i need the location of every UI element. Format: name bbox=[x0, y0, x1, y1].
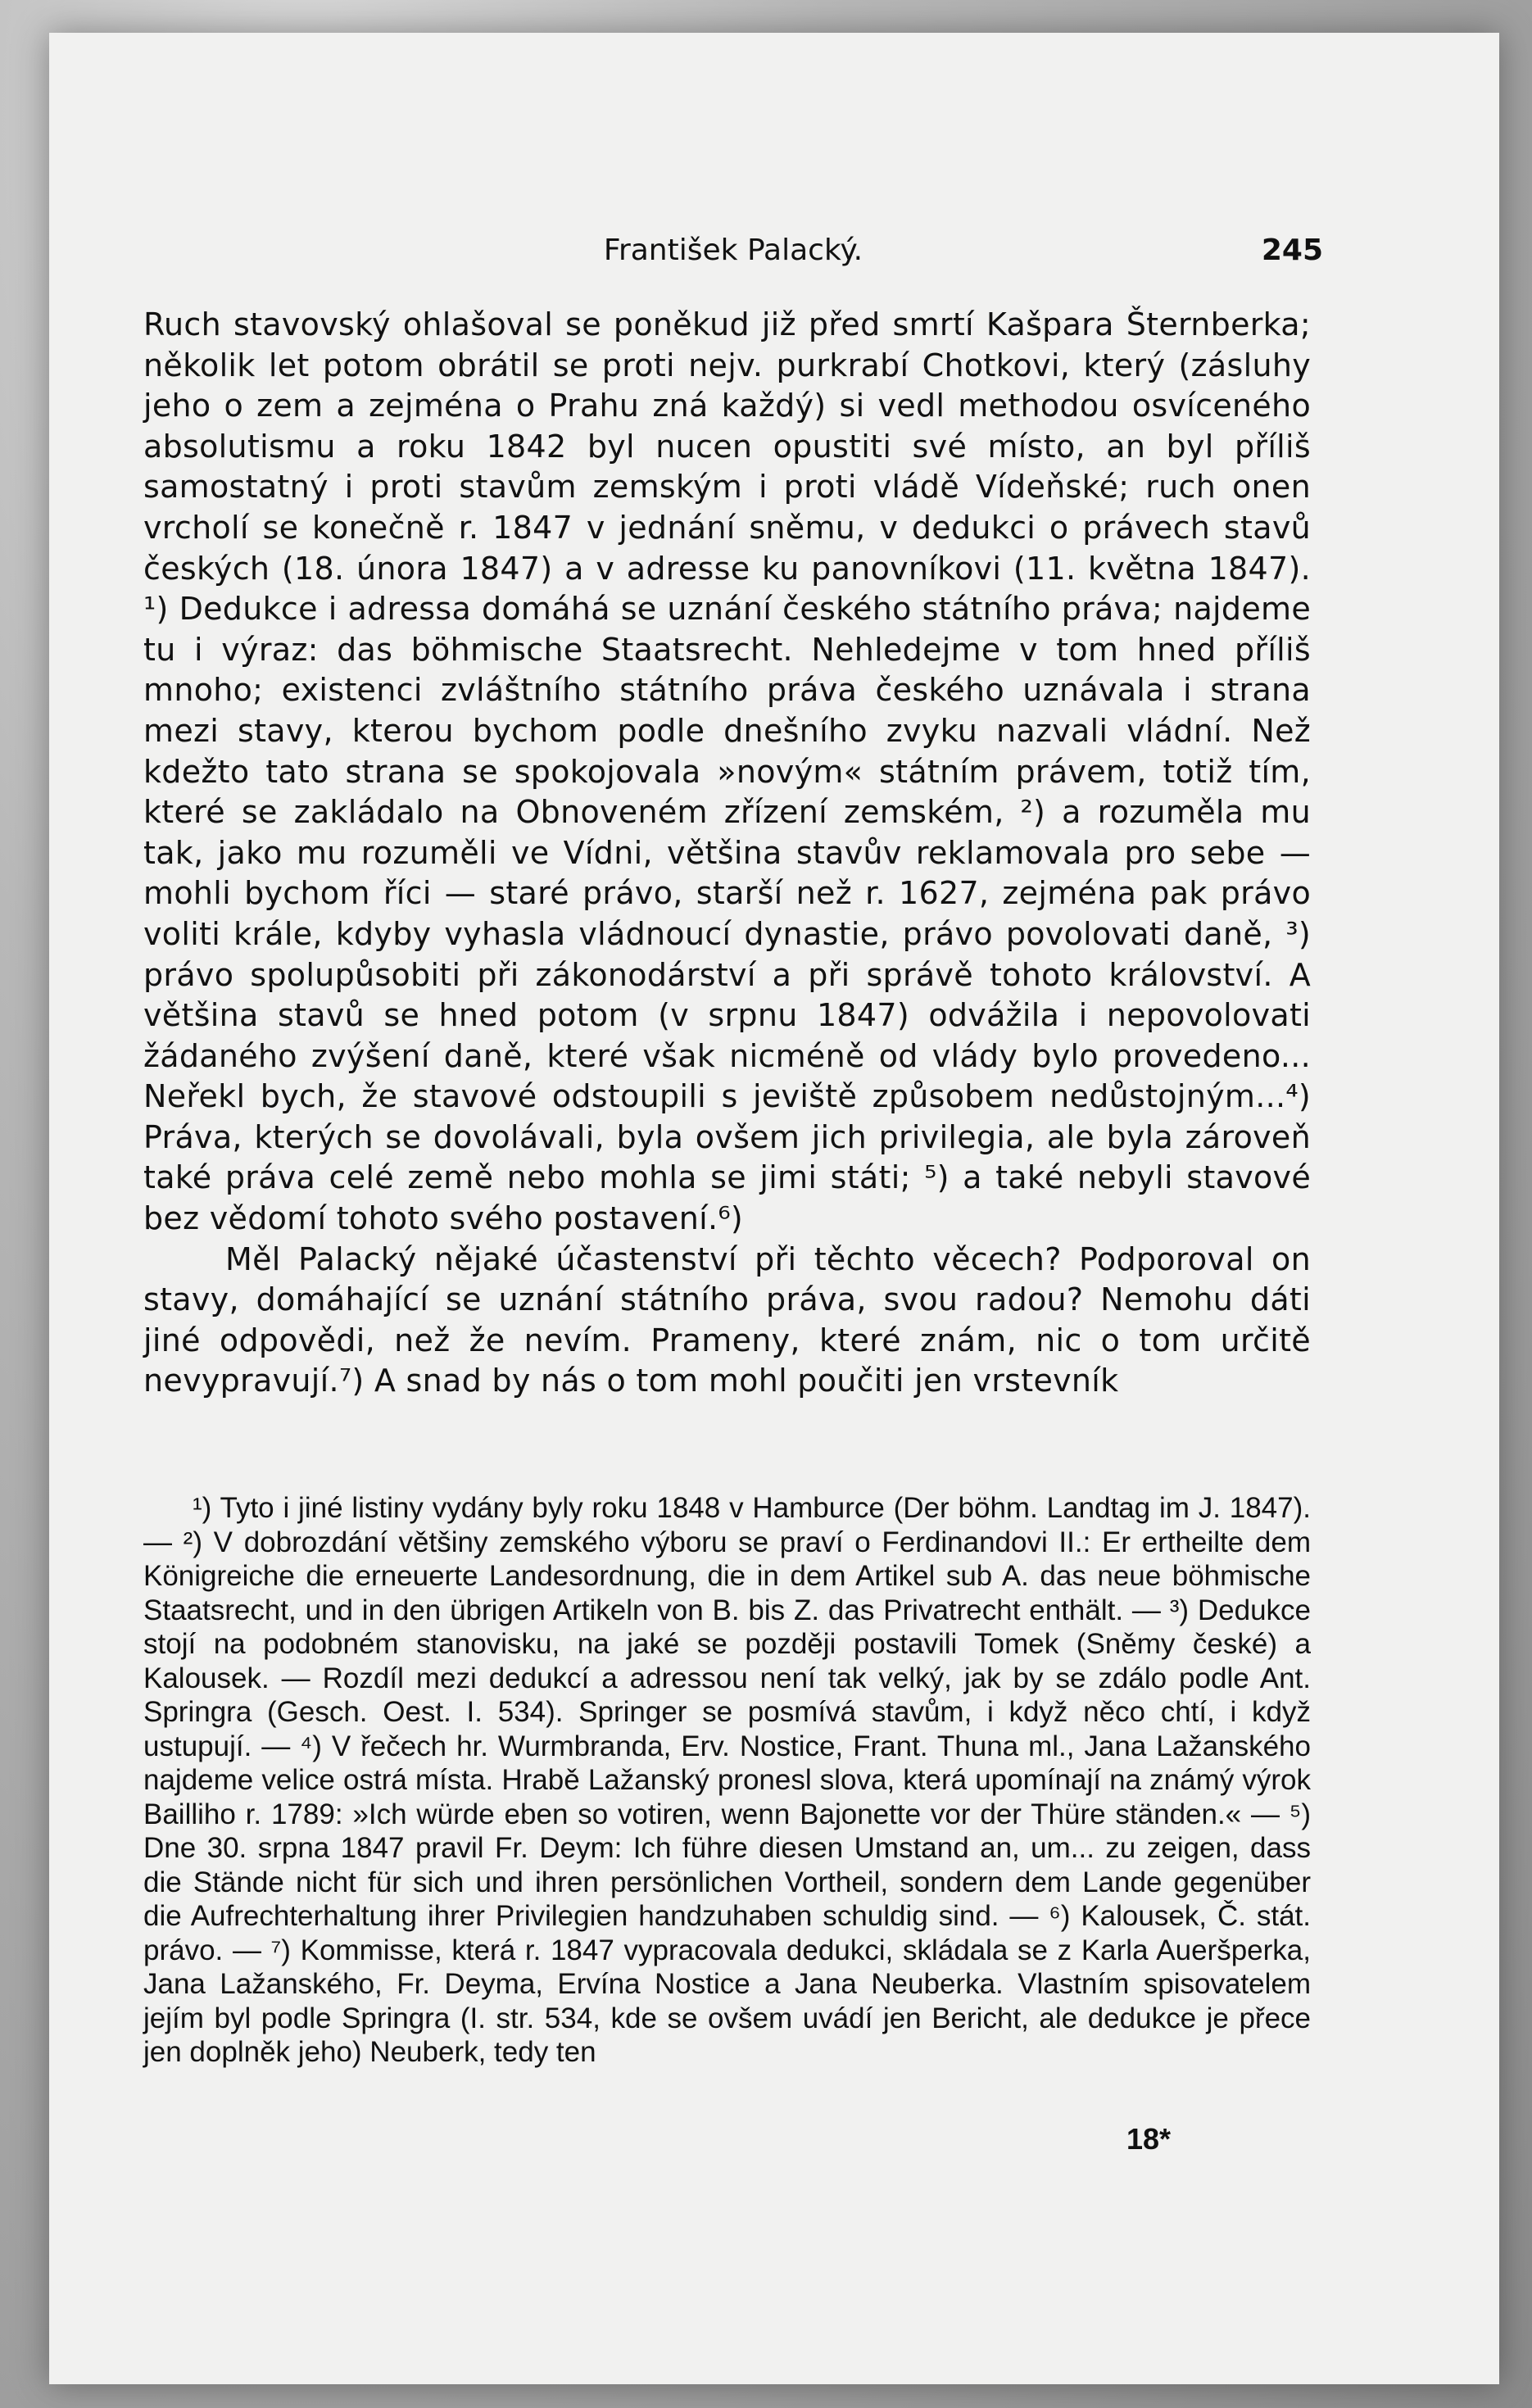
running-header bbox=[143, 234, 1323, 274]
footnotes bbox=[143, 1491, 1311, 2070]
signature-mark: 18* bbox=[1126, 2122, 1172, 2156]
paragraph-1: Ruch stavovský ohlašoval se poněkud již před smrtí Kašpara Šternberka; několik let potom obrátil se proti nejv. purkrabí Chotkovi, který (zásluhy jeho o zem a zejména o Prahu zná každý) si vedl methodou osvíceného absolutismu a roku 1842 byl nucen opustiti své místo, an byl příliš samostatný i proti stavům zemským i proti vládě Vídeňské; ruch onen vrcholí se konečně r. 1847 v jednání sněmu, v dedukci o právech stavů českých (18. února 1847) a v adresse ku panovníkovi (11. května 1847). ¹) Dedukce i adressa domáhá se uznání českého státního práva; najdeme tu i výraz: das böhmische Staatsrecht. Nehledejme v tom hned příliš mnoho; existenci zvláštního státního práva českého uznávala i strana mezi stavy, kterou bychom podle dnešního zvyku nazvali vládní. Než kdežto tato strana se spokojovala »novým« státním právem, totiž tím, které se zakládalo na Obnoveném zřízení zemském, ²) a rozuměla mu tak, jako mu rozuměli ve Vídni, většina stavův reklamovala pro sebe — mohli bychom říci — staré právo, starší než r. 1627, zejména pak právo voliti krále, kdyby vyhasla vládnoucí dynastie, právo povolovati daně, ³) právo spolupůsobiti při zákonodárství a při správě tohoto království. A většina stavů se hned potom (v srpnu 1847) odvážila i nepovolovati žádaného zvýšení daně, které však nicméně od vlády bylo provedeno... Neřekl bych, že stavové odstoupili s jeviště způsobem nedůstojným...⁴) Práva, kterých se dovolávali, byla ovšem jich privilegia, ale byla zároveň také práva celé země nebo mohla se jimi státi; ⁵) a také nebyli stavové bez vědomí tohoto svého postavení.⁶) bbox=[143, 306, 1311, 1237]
page-number: 245 bbox=[1261, 234, 1323, 267]
footnotes-text: ¹) Tyto i jiné listiny vydány byly roku 1848 v Hamburce (Der böhm. Landtag im J. 1847). — ²) V dobrozdání většiny zemského výboru se praví o Ferdinandovi II.: Er ertheilte dem Königreiche die erneuerte Landesordnung, die in dem Artikel sub A. das neue böhmische Staatsrecht, und in den übrigen Artikeln von B. bis Z. das Privatrecht enthält. — ³) Dedukce stojí na podobném stanovisku, na jaké se později postavili Tomek (Sněmy české) a Kalousek. — Rozdíl mezi dedukcí a adressou není tak velký, jak by se zdálo podle Ant. Springra (Gesch. Oest. I. 534). Springer se posmívá stavům, i když něco chtí, i když ustupují. — ⁴) V řečech hr. Wurmbranda, Erv. Nostice, Frant. Thuna ml., Jana Lažanského najdeme velice ostrá místa. Hrabě Lažanský pronesl slova, která upomínají na známý výrok Bailliho r. 1789: »Ich würde eben so votiren, wenn Bajonette vor der Thüre ständen.« — ⁵) Dne 30. srpna 1847 pravil Fr. Deym: Ich führe diesen Umstand an, um... zu zeigen, dass die Stände nicht für sich und ihren persönlichen Vortheil, sondern dem Lande gegenüber die Aufrechterhaltung ihrer Privilegien handzuhaben schuldig sind. — ⁶) Kalousek, Č. stát. právo. — ⁷) Kommisse, která r. 1847 vypracovala dedukci, skládala se z Karla Aueršperka, Jana Lažanského, Fr. Deyma, Ervína Nostice a Jana Neuberka. Vlastním spisovatelem jejím byl podle Springra (I. str. 534, kde se ovšem uvádí jen Bericht, ale dedukce je přece jen doplněk jeho) Neuberk, tedy ten bbox=[143, 1492, 1311, 2068]
running-title: František Palacký. bbox=[603, 234, 863, 267]
main-text bbox=[143, 305, 1311, 1402]
paragraph-2: Měl Palacký nějaké účastenství při těchto věcech? Podporoval on stavy, domáhající se uznání státního práva, svou radou? Nemohu dáti jiné odpovědi, než že nevím. Prameny, které znám, nic o tom určitě nevypravují.⁷) A snad by nás o tom mohl poučiti jen vrstevník bbox=[143, 1240, 1311, 1399]
